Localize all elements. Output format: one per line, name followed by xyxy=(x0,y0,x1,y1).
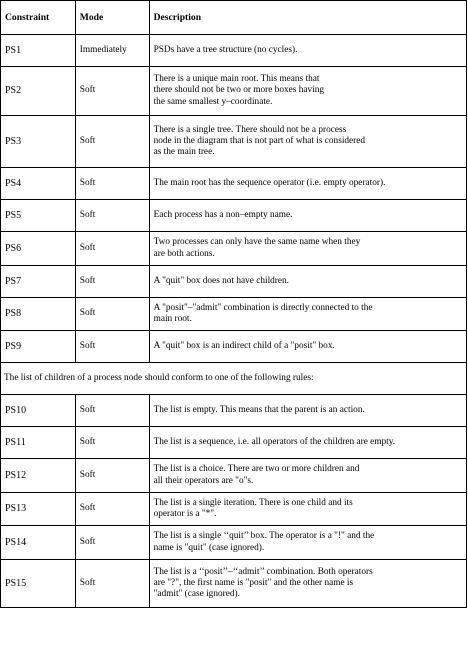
description-line: A "posit"–"admit" combination is directly connected to the xyxy=(153,302,373,313)
header-row xyxy=(1,1,467,35)
constraint-description xyxy=(149,35,466,67)
description-line: The list is a single iteration. There is one child and its xyxy=(153,497,353,508)
header-mode: Mode xyxy=(75,1,149,35)
description-line: are both actions. xyxy=(153,248,215,259)
description-line: name is "quit" (case ignored). xyxy=(153,542,265,553)
constraint-description xyxy=(149,232,466,266)
table-body-bottom xyxy=(1,395,467,608)
constraint-mode: Soft xyxy=(75,232,149,266)
table-row xyxy=(1,298,467,331)
constraint-id: PS7 xyxy=(1,266,76,298)
constraint-mode: Immediately xyxy=(75,35,149,67)
section-note-row xyxy=(1,363,467,395)
description-line: the same smallest y–coordinate. xyxy=(153,96,273,107)
constraint-id: PS5 xyxy=(1,200,76,232)
table-row xyxy=(1,526,467,560)
constraint-id: PS9 xyxy=(1,331,76,363)
table-row xyxy=(1,395,467,427)
constraint-description xyxy=(149,298,466,331)
description-line: operator is a "*". xyxy=(153,509,217,519)
description-line: there should not be two or more boxes having xyxy=(153,85,325,96)
constraint-mode: Soft xyxy=(75,331,149,363)
constraint-mode: Soft xyxy=(75,427,149,459)
constraint-mode: Soft xyxy=(75,266,149,298)
constraint-id: PS12 xyxy=(1,459,76,493)
constraint-id: PS15 xyxy=(1,560,76,608)
constraint-description xyxy=(149,459,466,493)
constraint-mode: Soft xyxy=(75,168,149,200)
constraint-mode: Soft xyxy=(75,493,149,526)
constraint-description xyxy=(149,67,466,116)
table-row xyxy=(1,266,467,298)
table-row xyxy=(1,168,467,200)
constraint-id: PS4 xyxy=(1,168,76,200)
table-row xyxy=(1,67,467,116)
constraint-id: PS13 xyxy=(1,493,76,526)
table-row xyxy=(1,459,467,493)
constraint-id: PS14 xyxy=(1,526,76,560)
constraint-id: PS6 xyxy=(1,232,76,266)
constraint-mode: Soft xyxy=(75,459,149,493)
description-line: node in the diagram that is not part of what is considered xyxy=(153,135,366,146)
constraint-description xyxy=(149,200,466,232)
description-line: main root. xyxy=(153,314,192,324)
description-line: The main root has the sequence operator (i.e. empty operator). xyxy=(153,177,386,188)
constraint-description xyxy=(149,168,466,200)
constraint-description xyxy=(149,526,466,560)
table-row xyxy=(1,232,467,266)
description-line: are "?", the first name is "posit" and the other name is xyxy=(153,577,354,588)
description-line: A "quit" box is an indirect child of a "posit" box. xyxy=(153,340,335,351)
constraint-id: PS3 xyxy=(1,116,76,168)
table-row xyxy=(1,427,467,459)
description-line: as the main tree. xyxy=(153,147,215,158)
constraint-mode: Soft xyxy=(75,200,149,232)
constraint-description xyxy=(149,493,466,526)
description-line: Each process has a non–empty name. xyxy=(153,209,293,220)
constraint-id: PS11 xyxy=(1,427,76,459)
constraint-description xyxy=(149,395,466,427)
description-line: all their operators are "o"s. xyxy=(153,475,254,486)
constraint-description xyxy=(149,427,466,459)
constraint-id: PS10 xyxy=(1,395,76,427)
constraint-id: PS2 xyxy=(1,67,76,116)
constraint-mode: Soft xyxy=(75,67,149,116)
description-line: "admit" (case ignored). xyxy=(153,589,240,600)
table-row xyxy=(1,331,467,363)
table-row xyxy=(1,560,467,608)
header-constraint: Constraint xyxy=(1,1,76,35)
description-line: A "quit" box does not have children. xyxy=(153,275,289,286)
table-row xyxy=(1,200,467,232)
constraint-description xyxy=(149,331,466,363)
description-line: PSDs have a tree structure (no cycles). xyxy=(153,44,298,55)
description-line: The list is a ‘‘posit’’–‘‘admit’’ combination. Both operators xyxy=(153,566,373,577)
constraint-description xyxy=(149,560,466,608)
description-line: The list is a single ‘‘quit’’ box. The operator is a "!" and the xyxy=(153,531,375,542)
description-line: There is a single tree. There should not be a process xyxy=(153,124,347,135)
constraint-mode: Soft xyxy=(75,116,149,168)
table-row xyxy=(1,35,467,67)
constraint-id: PS8 xyxy=(1,298,76,331)
constraint-mode: Soft xyxy=(75,526,149,560)
description-line: Two processes can only have the same name when they xyxy=(153,237,361,248)
table-row xyxy=(1,116,467,168)
section-note: The list of children of a process node should conform to one of the following rules: xyxy=(1,363,467,395)
description-line: The list is empty. This means that the parent is an action. xyxy=(153,404,365,415)
constraint-mode: Soft xyxy=(75,298,149,331)
constraint-description xyxy=(149,116,466,168)
table-row xyxy=(1,493,467,526)
description-line: The list is a sequence, i.e. all operators of the children are empty. xyxy=(153,436,396,447)
description-line: There is a unique main root. This means that xyxy=(153,74,320,85)
constraint-id: PS1 xyxy=(1,35,76,67)
header-description: Description xyxy=(149,1,466,35)
table-body-top xyxy=(1,35,467,363)
constraint-description xyxy=(149,266,466,298)
constraint-mode: Soft xyxy=(75,395,149,427)
description-line: The list is a choice. There are two or more children and xyxy=(153,464,360,475)
constraint-mode: Soft xyxy=(75,560,149,608)
